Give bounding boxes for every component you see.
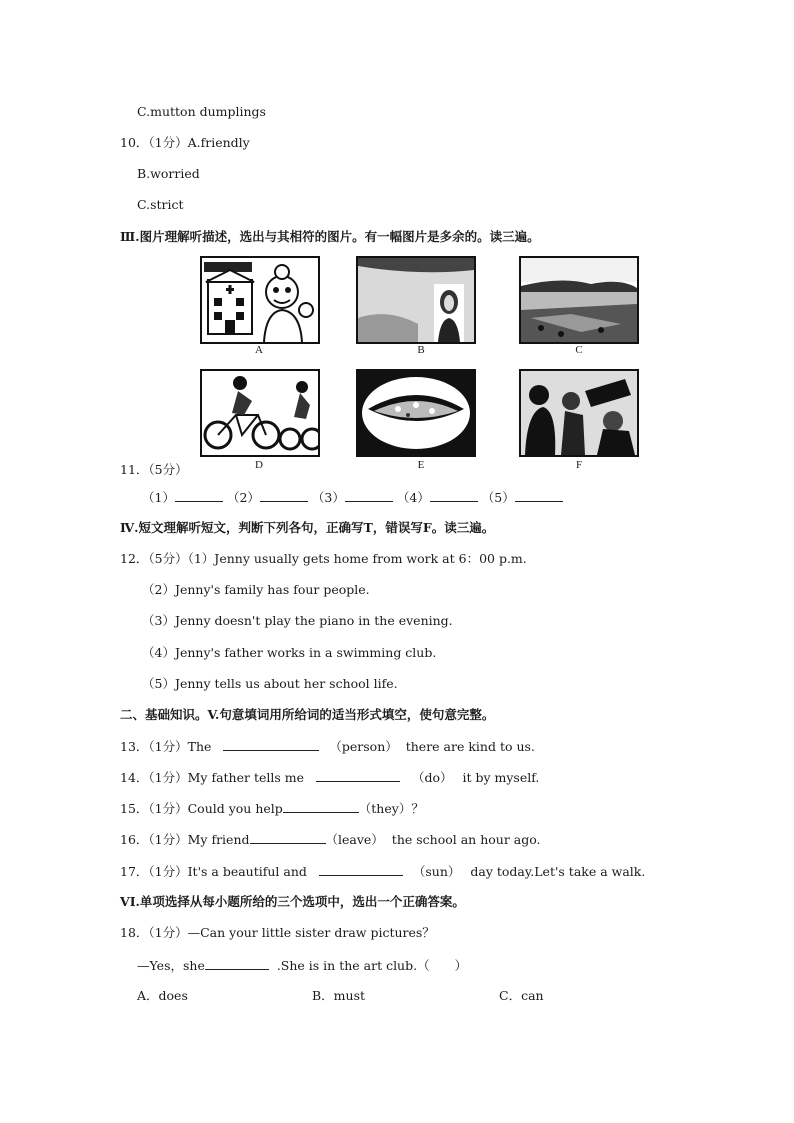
q11-blank-3[interactable] bbox=[345, 489, 393, 502]
q9-option-c: C.mutton dumplings bbox=[137, 104, 266, 119]
picture-e-label: E bbox=[417, 459, 425, 471]
q14-rest: it by myself. bbox=[462, 770, 540, 785]
q14-blank[interactable] bbox=[316, 769, 400, 782]
picture-e bbox=[356, 369, 476, 457]
section5-heading: 二、基础知识。V.句意填词用所给词的适当形式填空，使句意完整。 bbox=[120, 707, 495, 722]
q14-word: （do） bbox=[411, 770, 453, 785]
q16-word: （leave） bbox=[325, 832, 384, 847]
q11-blank-4[interactable] bbox=[430, 489, 478, 502]
q10-option-c: C.strict bbox=[137, 197, 184, 212]
picture-d-label: D bbox=[255, 459, 263, 471]
q11-blank3-label: （3） bbox=[311, 490, 345, 505]
picture-f-label: F bbox=[575, 459, 583, 471]
picture-b bbox=[356, 256, 476, 344]
picture-a bbox=[200, 256, 320, 344]
q13-blank[interactable] bbox=[223, 738, 319, 751]
picture-c bbox=[519, 256, 639, 344]
q12-statement-5: （5）Jenny tells us about her school life. bbox=[142, 676, 398, 691]
picture-a-label: A bbox=[255, 344, 263, 356]
q18-stem: 18．（1分）—Can your little sister draw pictures？ bbox=[120, 925, 435, 940]
picture-f bbox=[519, 369, 639, 457]
q14 bbox=[120, 769, 539, 786]
q13-word: （person） bbox=[329, 739, 398, 754]
q13 bbox=[120, 738, 535, 755]
section3-heading: Ⅲ.图片理解听描述，选出与其相符的图片。有一幅图片是多余的。读三遍。 bbox=[120, 229, 540, 244]
q16-rest: the school an hour ago. bbox=[391, 832, 541, 847]
q11-blank-5[interactable] bbox=[515, 489, 563, 502]
q18-option-a[interactable]: A．does bbox=[137, 988, 188, 1003]
q12-statement-3: （3）Jenny doesn't play the piano in the evening. bbox=[142, 613, 453, 628]
section4-heading: Ⅳ.短文理解听短文，判断下列各句，正确写T，错误写F。读三遍。 bbox=[120, 520, 495, 535]
q12-statement-2: （2）Jenny's family has four people. bbox=[142, 582, 370, 597]
q17-text: 17．（1分）It's a beautiful and bbox=[120, 864, 307, 879]
q18-answer-rest: .She is in the art club.（ ） bbox=[276, 958, 468, 973]
q16-blank[interactable] bbox=[250, 831, 326, 844]
picture-d bbox=[200, 369, 320, 457]
q15-word: （they）？ bbox=[358, 801, 424, 816]
q17-blank[interactable] bbox=[319, 863, 403, 876]
q18-answer-text: —Yes，she bbox=[137, 958, 205, 973]
q17 bbox=[120, 863, 645, 880]
q11-blank-2[interactable] bbox=[260, 489, 308, 502]
picture-b-label: B bbox=[417, 344, 425, 356]
section6-heading: VI.单项选择从每小题所给的三个选项中，选出一个正确答案。 bbox=[120, 894, 465, 909]
q11-blank4-label: （4） bbox=[396, 490, 430, 505]
q15-blank[interactable] bbox=[283, 800, 359, 813]
q12-statement-1: 12．（5分）（1）Jenny usually gets home from work at 6：00 p.m. bbox=[120, 551, 527, 566]
q15 bbox=[120, 800, 424, 817]
q14-text: 14．（1分）My father tells me bbox=[120, 770, 304, 785]
q12-statement-4: （4）Jenny's father works in a swimming club. bbox=[142, 645, 437, 660]
q18-blank[interactable] bbox=[205, 957, 269, 970]
q13-rest: there are kind to us. bbox=[405, 739, 535, 754]
q18-option-c[interactable]: C．can bbox=[499, 988, 544, 1003]
q18-option-b[interactable]: B．must bbox=[312, 988, 366, 1003]
q17-rest: day today.Let's take a walk. bbox=[470, 864, 646, 879]
q11-blanks bbox=[142, 489, 563, 506]
q11-blank1-label: （1） bbox=[142, 490, 175, 505]
q10-stem: 10．（1分）A.friendly bbox=[120, 135, 250, 150]
picture-c-label: C bbox=[575, 344, 583, 356]
q11-blank-1[interactable] bbox=[175, 489, 223, 502]
q15-text: 15．（1分）Could you help bbox=[120, 801, 283, 816]
q16 bbox=[120, 831, 541, 848]
q16-text: 16．（1分）My friend bbox=[120, 832, 250, 847]
q11-stem: 11．（5分） bbox=[120, 462, 188, 477]
q11-blank2-label: （2） bbox=[226, 490, 260, 505]
q10-option-b: B.worried bbox=[137, 166, 200, 181]
q18-answer-line bbox=[137, 957, 467, 974]
q17-word: （sun） bbox=[412, 864, 461, 879]
q11-blank5-label: （5） bbox=[481, 490, 515, 505]
q13-text: 13．（1分）The bbox=[120, 739, 212, 754]
